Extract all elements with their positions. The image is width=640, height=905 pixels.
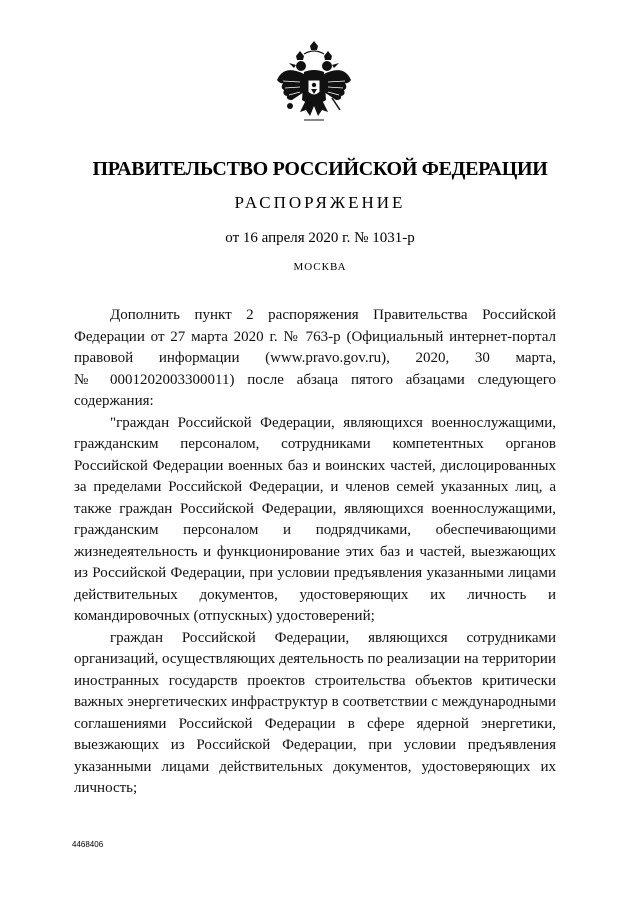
- body-line: Дополнить пункт 2 распоряжения Правительства Российской: [110, 307, 556, 323]
- body-line: важных энергетических инфраструктур в соответствии с международными: [74, 694, 556, 710]
- body-line: гражданским персоналом и подрядчиками, обеспечивающими: [74, 522, 556, 538]
- body-line: соглашениями Российской Федерации в сфере ядерной энергетики,: [74, 715, 556, 732]
- body-line: за пределами Российской Федерации, и членов семей указанных лиц, а: [74, 479, 556, 495]
- body-line: иностранных государств проектов строительства объектов критически: [74, 672, 556, 689]
- body-line: выезжающих из Российской Федерации, при условии предъявления: [74, 737, 556, 753]
- body-line: организаций, осуществляющих деятельность по реализации на территории: [74, 651, 556, 667]
- body-line: жизнедеятельность и функционирование этих баз и частей, выезжающих: [74, 543, 556, 560]
- body-line: граждан Российской Федерации, являющихся сотрудниками: [110, 629, 556, 646]
- document-type: РАСПОРЯЖЕНИЕ: [234, 193, 406, 212]
- body-line: Российской Федерации военных баз и воинских частей, дислоцированных: [74, 457, 556, 474]
- body-line: личность;: [74, 780, 138, 796]
- government-title: ПРАВИТЕЛЬСТВО РОССИЙСКОЙ ФЕДЕРАЦИИ: [92, 158, 548, 180]
- body-line: указанными лицами действительных документов, удостоверяющих их: [74, 758, 556, 775]
- body-line: действительных документов, удостоверяющих их личность и: [74, 586, 556, 603]
- body-line: командировочных (отпускных) удостоверений;: [74, 608, 375, 624]
- coat-of-arms-icon: [274, 40, 354, 134]
- document-date-number: от 16 апреля 2020 г. № 1031-р: [225, 230, 415, 246]
- body-line: из Российской Федерации, при условии предъявления указанными лицами: [74, 565, 556, 581]
- document-id: 4468406: [72, 840, 104, 849]
- body-line: Федерации от 27 марта 2020 г. № 763-р (Официальный интернет-портал: [74, 328, 556, 345]
- document-city: МОСКВА: [293, 261, 347, 273]
- body-line: также граждан Российской Федерации, являющихся военнослужащими,: [74, 500, 556, 517]
- document-body: [74, 305, 556, 800]
- body-line: № 0001202003300011) после абзаца пятого абзацами следующего: [74, 371, 556, 388]
- body-line: правовой информации (www.pravo.gov.ru), 2020, 30 марта,: [74, 350, 556, 366]
- body-line: гражданским персоналом, сотрудниками компетентных органов: [74, 436, 556, 452]
- body-line: "граждан Российской Федерации, являющихся военнослужащими,: [110, 414, 556, 431]
- body-line: содержания:: [74, 393, 154, 409]
